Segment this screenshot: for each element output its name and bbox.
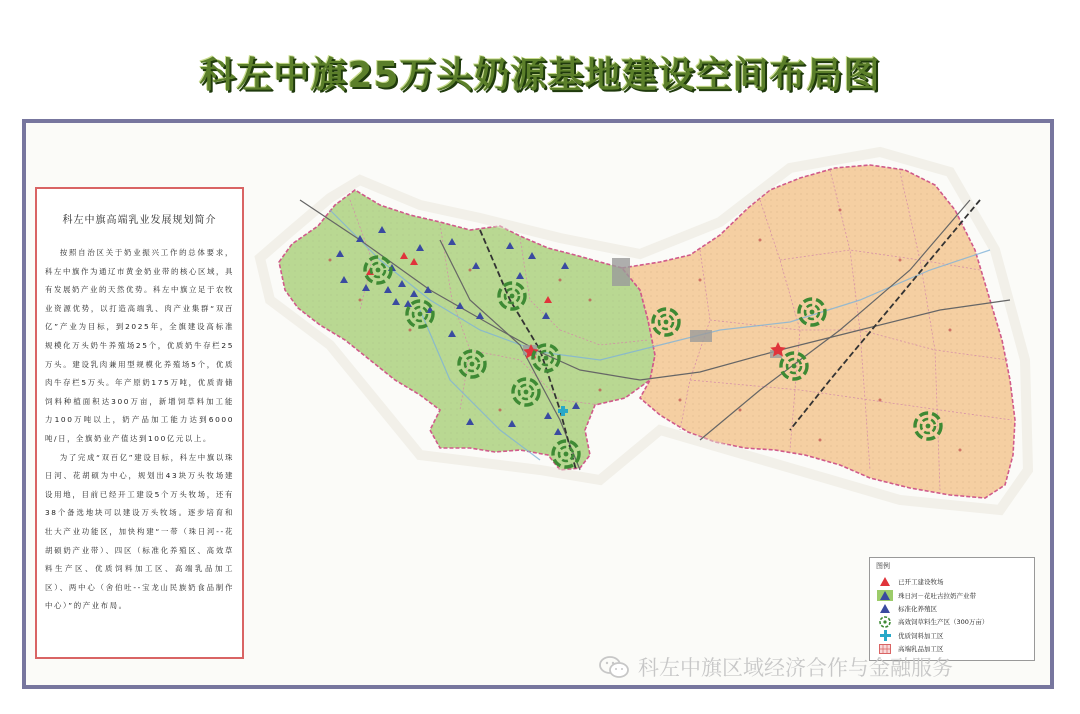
legend-label: 优质饲料加工区 <box>898 631 944 640</box>
watermark-text: 科左中旗区域经济合作与金融服务 <box>638 656 953 680</box>
legend-label: 已开工建设牧场 <box>898 578 944 587</box>
legend-item <box>876 575 1028 588</box>
intro-title: 科左中旗高端乳业发展规划简介 <box>62 215 217 226</box>
legend-item <box>876 615 1028 628</box>
legend-label: 珠日河－花吐古拉奶产业带 <box>898 591 976 600</box>
map-title: 科左中旗25万头奶源基地建设空间布局图 <box>199 55 881 96</box>
legend-title: 图例 <box>876 562 890 570</box>
intro-panel <box>35 187 244 659</box>
green-ring-icon <box>876 616 894 628</box>
legend-item <box>876 588 1028 601</box>
green-band-icon <box>876 590 894 601</box>
cyan-cross-icon <box>876 630 894 641</box>
wechat-icon <box>598 654 630 680</box>
legend-label: 高端乳品加工区 <box>898 645 944 654</box>
watermark <box>598 652 953 682</box>
legend-label: 标准化养殖区 <box>898 604 937 613</box>
intro-paragraph-1: 按照自治区关于奶业振兴工作的总体要求，科左中旗作为通辽市黄金奶业带的核心区域，具有发展奶产业的天然优势。科左中旗立足于农牧业资源优势，以打造高端乳、肉产业集群“双百亿”产业为目标，到2025年，全旗建设高标准规模化万头奶牛养殖场25个，优质奶牛存栏25万头。建设乳肉兼用型规模化养殖场5个，优质肉牛存栏5万头。年产原奶175万吨，优质青储饲料种植面积达300万亩，新增饲草料加工能力100万吨以上，奶产品加工能力达到6000吨/日，全旗奶业产值达到100亿元以上。 <box>45 248 234 443</box>
red-triangle-icon <box>876 577 894 586</box>
legend <box>869 557 1035 661</box>
blue-triangle-icon <box>876 604 894 613</box>
legend-item <box>876 602 1028 615</box>
legend-label: 高效饲草料生产区（300万亩） <box>898 618 989 627</box>
intro-paragraph-2: 为了完成“双百亿”建设目标，科左中旗以珠日河、花胡硕为中心，规划出43块万头牧场建设用地，目前已经开工建设5个万头牧场，还有38个备选地块可以建设万头牧场。逐步培育和壮大产业功能区，加快构建“一带（珠日河--花胡硕奶产业带）、四区（标准化养殖区、高效草料生产区、优质饲料加工区、高端乳品加工区）、两中心（舍伯吐--宝龙山民族奶食品制作中心）”的产业布局。 <box>45 452 234 611</box>
legend-item <box>876 629 1028 642</box>
